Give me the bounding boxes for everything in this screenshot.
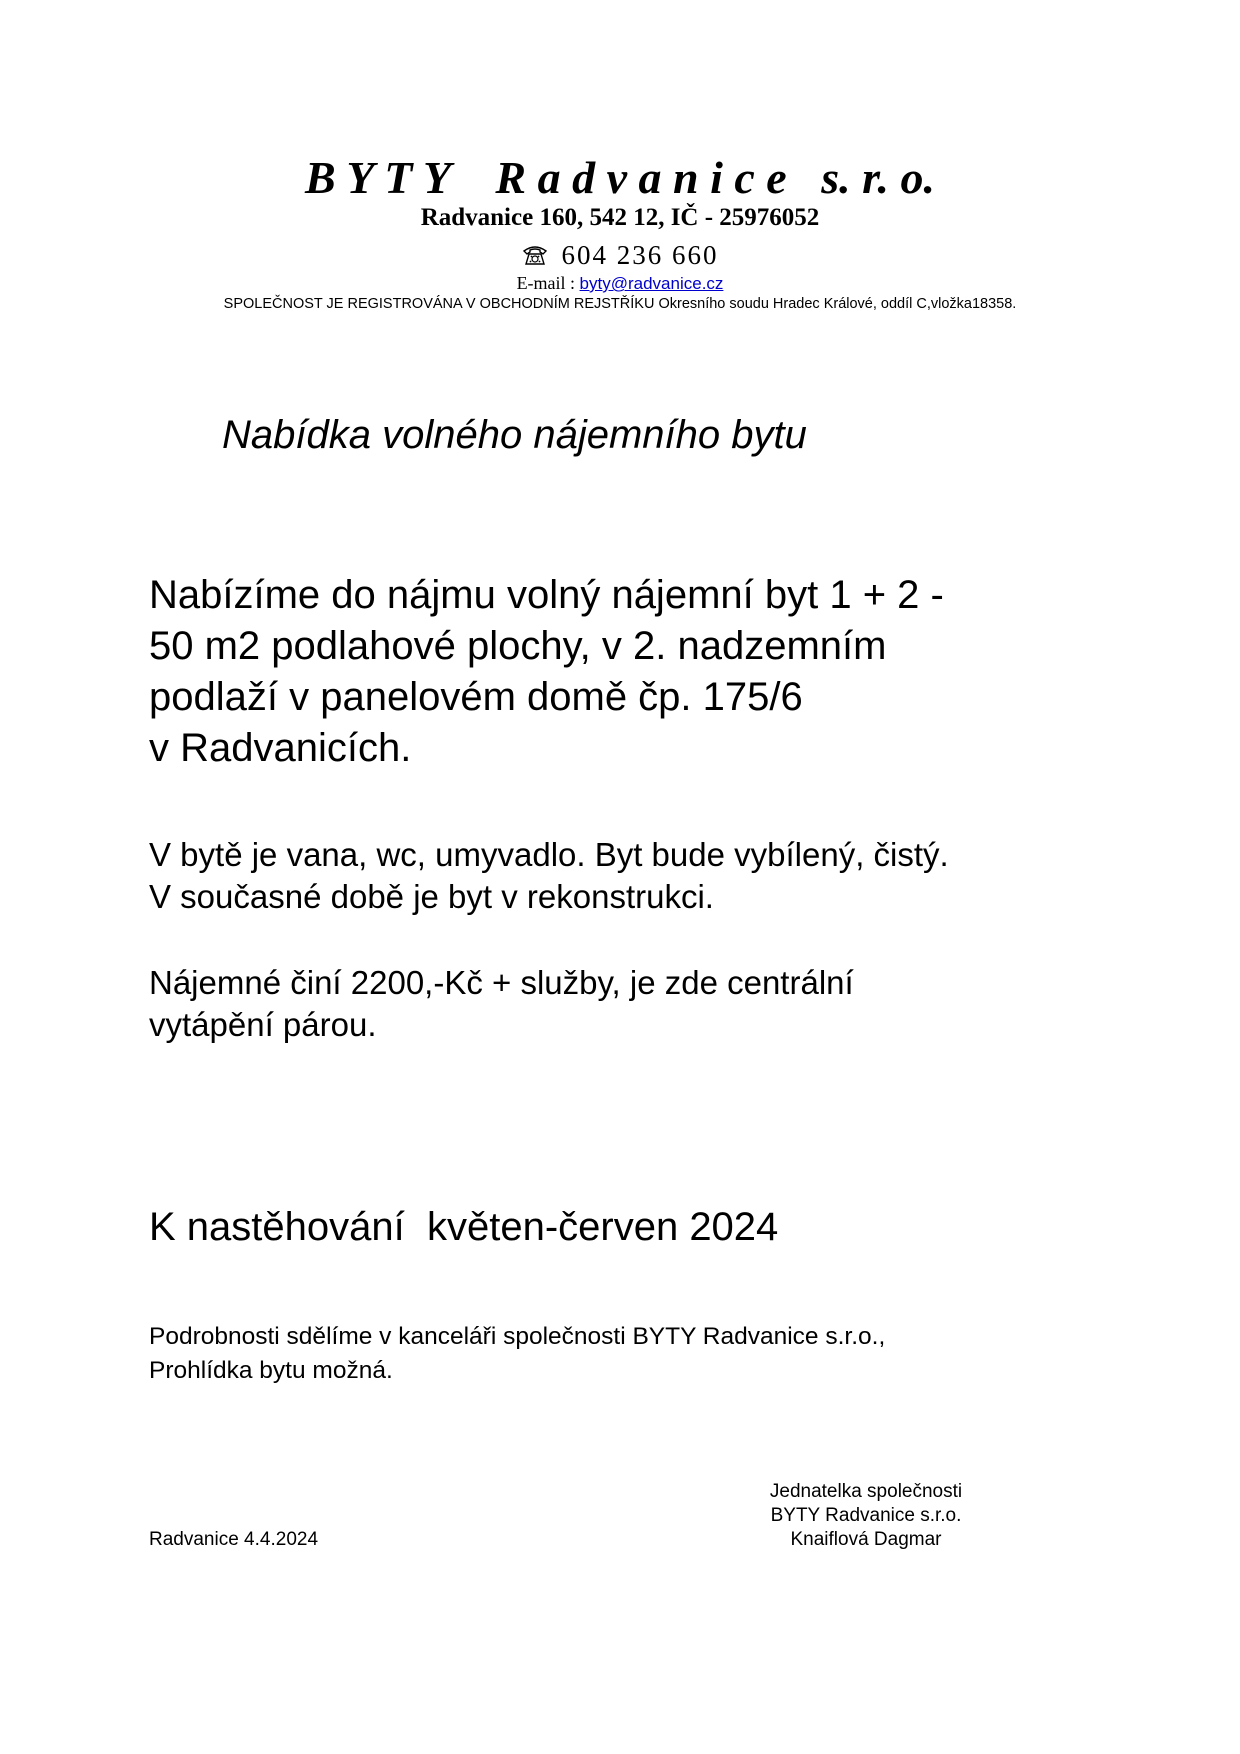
rent-line: vytápění párou.: [149, 1006, 377, 1043]
signature-person: Knaiflová Dagmar: [790, 1529, 942, 1550]
document-title: Nabídka volného nájemního bytu: [222, 413, 807, 457]
details-line: Podrobnosti sdělíme v kanceláři společnosti BYTY Radvanice s.r.o.,: [149, 1323, 886, 1350]
company-name: B Y T Y R a d v a n i c e s. r. o.: [305, 152, 935, 203]
offer-line: podlaží v panelovém domě čp. 175/6: [149, 675, 803, 719]
equipment-line: V bytě je vana, wc, umyvadlo. Byt bude vybílený, čistý.: [149, 836, 949, 873]
rent-line: Nájemné činí 2200,-Kč + služby, je zde centrální: [149, 964, 854, 1001]
registry-note: SPOLEČNOST JE REGISTROVÁNA V OBCHODNÍM REJSTŘÍKU Okresního soudu Hradec Králové, oddíl C,vložka18358.: [223, 296, 1017, 312]
email-row: [0, 272, 1240, 295]
details-paragraph: [149, 1320, 1149, 1388]
offer-line: Nabízíme do nájmu volný nájemní byt 1 + 2 -: [149, 573, 944, 617]
email-label: E-mail :: [516, 273, 576, 293]
equipment-paragraph: [149, 834, 1149, 918]
signature-role: Jednatelka společnosti: [769, 1481, 963, 1502]
company-address: Radvanice 160, 542 12, IČ - 25976052: [420, 204, 820, 231]
signature-company: BYTY Radvanice s.r.o.: [770, 1505, 962, 1526]
equipment-line: V současné době je byt v rekonstrukci.: [149, 878, 714, 915]
offer-line: 50 m2 podlahové plochy, v 2. nadzemním: [149, 624, 887, 668]
signature-block: [740, 1480, 992, 1552]
move-in-date: K nastěhování květen-červen 2024: [149, 1205, 779, 1249]
rent-paragraph: [149, 962, 1149, 1046]
place-date: Radvanice 4.4.2024: [149, 1529, 319, 1550]
phone-row: [0, 238, 1240, 272]
telephone-icon: [522, 240, 548, 262]
offer-line: v Radvanicích.: [149, 726, 412, 770]
phone-number: 604 236 660: [561, 240, 719, 270]
details-line: Prohlídka bytu možná.: [149, 1357, 393, 1384]
email-link[interactable]: byty@radvanice.cz: [579, 274, 724, 293]
offer-paragraph: [149, 570, 1149, 774]
